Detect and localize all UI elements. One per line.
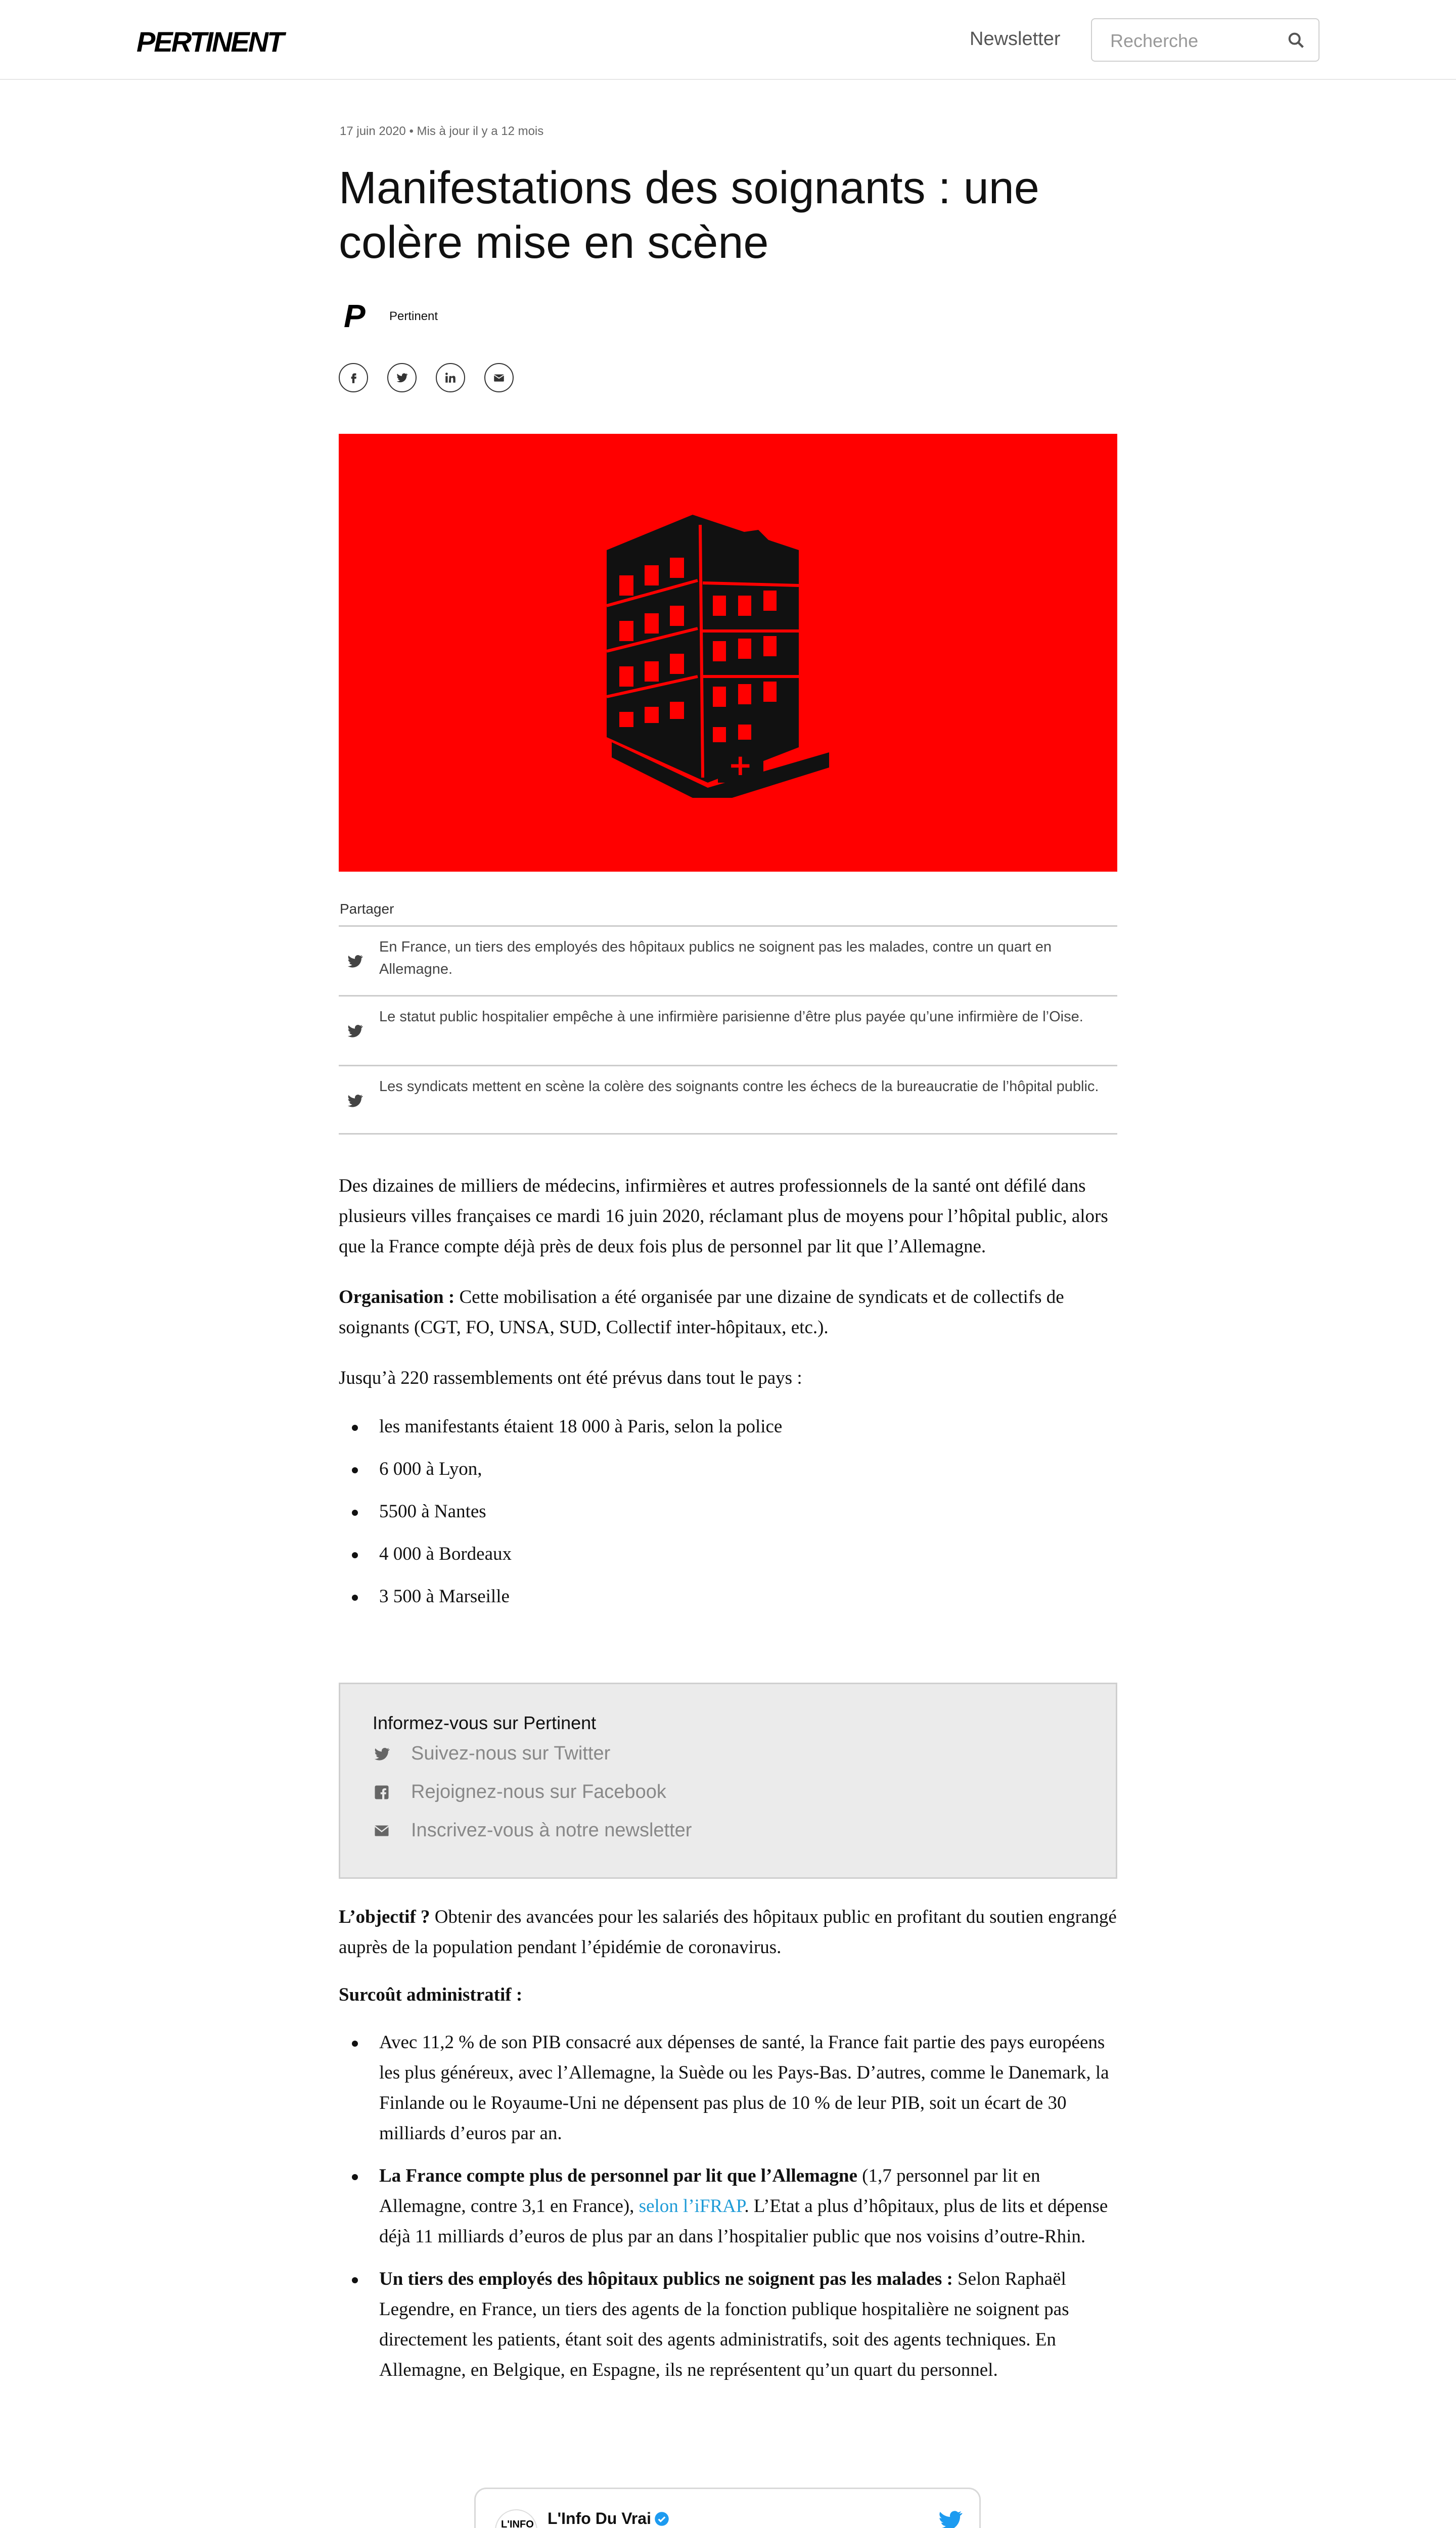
list-item: 4 000 à Bordeaux — [339, 1539, 1117, 1569]
follow-twitter-link[interactable] — [373, 1743, 610, 1765]
site-logo[interactable]: PERTINENT — [136, 26, 283, 58]
tweet-avatar-text: L'INFO — [501, 2519, 534, 2528]
follow-facebook-label: Rejoignez-nous sur Facebook — [411, 1781, 666, 1802]
mail-icon — [373, 1822, 391, 1840]
objectif-label: L’objectif ? — [339, 1907, 430, 1927]
list-item — [339, 2264, 1117, 2385]
share-linkedin-button[interactable] — [436, 363, 465, 392]
intro-paragraph: Des dizaines de milliers de médecins, infirmières et autres professionnels de la santé ont défilé dans plusieurs villes françaises ce mardi 16 juin 2020, réclamant plus de moyens pour l’hôpital public, alors que la France compte déjà près de deux fois plus de personnel par lit que l’Allemagne. — [339, 1176, 1108, 1257]
tweetable-quote[interactable] — [339, 995, 1117, 1065]
follow-newsletter-label: Inscrivez-vous à notre newsletter — [411, 1820, 692, 1841]
share-bar-top — [339, 363, 514, 392]
author-name[interactable]: Pertinent — [389, 309, 438, 323]
embedded-tweet[interactable] — [474, 2488, 981, 2528]
list-item: Avec 11,2 % de son PIB consacré aux dépenses de santé, la France fait partie des pays européens les plus généreux, avec l’Allemagne, la Suède ou les Pays-Bas. D’autres, comme le Danemark, la Finlande ou le Royaume-Uni ne dépensent pas plus de 10 % de leur PIB, soit un écart de 30 milliards d’euros par an. — [339, 2027, 1117, 2149]
tweet-author-name: L'Info Du Vrai — [548, 2509, 651, 2527]
surcout-list — [339, 2027, 1117, 2385]
follow-facebook-link[interactable] — [373, 1781, 666, 1803]
twitter-icon — [395, 371, 408, 384]
svg-text:+: + — [728, 748, 753, 782]
nav-newsletter-link[interactable]: Newsletter — [970, 28, 1061, 50]
cities-list — [339, 1412, 1117, 1612]
facebook-icon — [347, 371, 360, 384]
follow-us-box — [339, 1683, 1117, 1879]
mail-icon — [492, 371, 506, 384]
tweetable-quote[interactable] — [339, 925, 1117, 995]
list-item — [339, 2161, 1117, 2252]
organisation-paragraph — [339, 1282, 1117, 1343]
author-avatar[interactable]: P — [344, 298, 366, 334]
list-item: les manifestants étaient 18 000 à Paris, selon la police — [339, 1412, 1117, 1442]
quote-text: En France, un tiers des employés des hôpitaux publics ne soignent pas les malades, contre un quart en Allemagne. — [379, 939, 1052, 977]
site-header — [0, 0, 1456, 80]
linkedin-icon — [444, 371, 457, 384]
tweetable-quote[interactable] — [339, 1065, 1117, 1135]
twitter-icon — [346, 1092, 364, 1110]
surcout-heading-text: Surcoût administratif : — [339, 1984, 523, 2005]
list-item: 6 000 à Lyon, — [339, 1454, 1117, 1484]
article-date: 17 juin 2020 • Mis à jour il y a 12 mois — [340, 124, 544, 138]
follow-twitter-label: Suivez-nous sur Twitter — [411, 1743, 611, 1764]
twitter-bird-icon[interactable] — [936, 2506, 964, 2528]
share-email-button[interactable] — [484, 363, 514, 392]
surcout-2-text-b: . L’Etat a plus d’hôpitaux, plus de lits et dépense déjà 11 milliards d’euros de plus par an dans l’hospitalier public que nos voisins d’outre-Rhin. — [379, 2196, 1108, 2247]
ifrap-link[interactable]: selon l’iFRAP — [639, 2196, 745, 2217]
hero-image — [339, 434, 1117, 872]
objectif-paragraph — [339, 1902, 1117, 1963]
surcout-2-text-a: (1,7 personnel par lit en Allemagne, contre 3,1 en France), — [379, 2165, 1040, 2217]
share-heading: Partager — [340, 901, 394, 917]
twitter-icon — [346, 1022, 364, 1040]
quote-text: Le statut public hospitalier empêche à une infirmière parisienne d’être plus payée qu’une infirmière de l’Oise. — [379, 1009, 1083, 1025]
twitter-icon — [373, 1745, 391, 1763]
follow-newsletter-link[interactable] — [373, 1820, 692, 1841]
search-input[interactable] — [1091, 18, 1320, 62]
tweet-avatar[interactable] — [495, 2509, 537, 2528]
quote-text: Les syndicats mettent en scène la colère des soignants contre les échecs de la bureaucratie de l’hôpital public. — [379, 1078, 1099, 1095]
facebook-icon — [373, 1783, 391, 1801]
article-title: Manifestations des soignants : une colère mise en scène — [339, 163, 1039, 268]
gatherings-paragraph: Jusqu’à 220 rassemblements ont été prévus dans tout le pays : — [339, 1368, 802, 1388]
search-placeholder: Recherche — [1110, 30, 1199, 51]
twitter-icon — [346, 952, 364, 970]
follow-us-title: Informez-vous sur Pertinent — [373, 1712, 597, 1733]
tweetable-quotes — [339, 925, 1117, 1135]
surcout-3-text: Selon Raphaël Legendre, en France, un tiers des agents de la fonction publique hospitalière ne soignent pas directement les patients, étant soit des agents administratifs, soit des agents techniques. En Allemagne, en Belgique, en Espagne, ils ne représentent qu’un quart du personnel. — [379, 2269, 1069, 2380]
surcout-2-bold: La France compte plus de personnel par lit que l’Allemagne — [379, 2165, 857, 2186]
share-facebook-button[interactable] — [339, 363, 368, 392]
verified-icon — [654, 2511, 669, 2526]
list-item: 5500 à Nantes — [339, 1497, 1117, 1527]
objectif-text: Obtenir des avancées pour les salariés des hôpitaux public en profitant du soutien engrangé auprès de la population pendant l’épidémie de coronavirus. — [339, 1907, 1117, 1958]
share-twitter-button[interactable] — [387, 363, 417, 392]
organisation-label: Organisation : — [339, 1287, 455, 1307]
tweet-author[interactable] — [548, 2509, 669, 2528]
article-body-block — [339, 1902, 1117, 2385]
article-intro-block — [339, 1171, 1117, 1612]
search-icon[interactable] — [1286, 30, 1306, 51]
list-item: 3 500 à Marseille — [339, 1582, 1117, 1612]
surcout-heading — [339, 1980, 1117, 2010]
surcout-3-bold: Un tiers des employés des hôpitaux publics ne soignent pas les malades : — [379, 2269, 953, 2289]
hospital-building-illustration — [592, 515, 864, 798]
organisation-text: Cette mobilisation a été organisée par une dizaine de syndicats et de collectifs de soignants (CGT, FO, UNSA, SUD, Collectif inter-hôpitaux, etc.). — [339, 1287, 1064, 1338]
